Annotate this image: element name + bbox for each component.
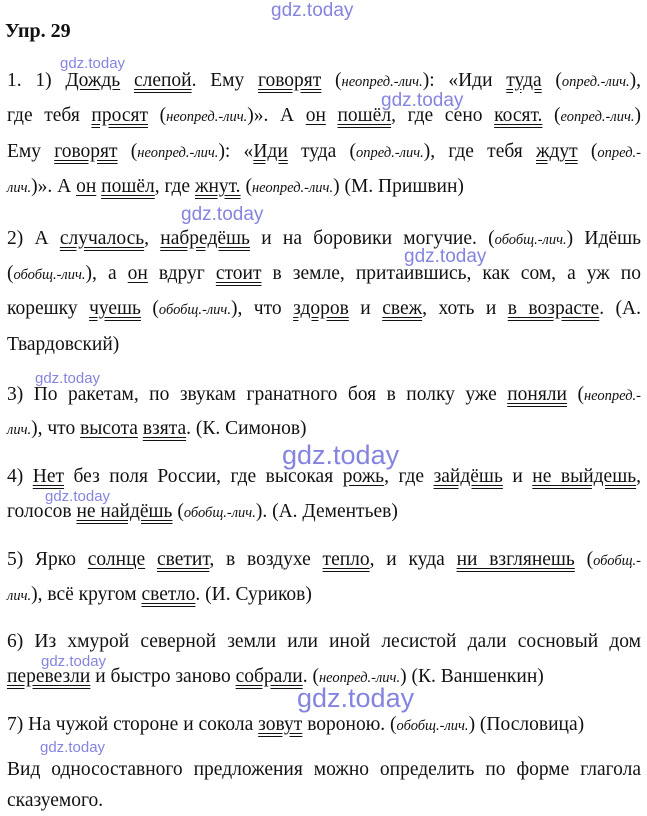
predicate-word: светло xyxy=(141,584,196,605)
subject-word: высота xyxy=(80,418,138,439)
text-fragment: , xyxy=(636,466,641,487)
watermark: gdz.today xyxy=(404,246,487,267)
text-fragment: ( xyxy=(172,501,184,522)
subject-word: Дождь xyxy=(65,70,121,91)
watermark: gdz.today xyxy=(40,739,106,756)
sentence-type-note: опред.-лич. xyxy=(356,145,424,161)
text-fragment: вороною. ( xyxy=(302,714,397,735)
text-fragment: ), всё кругом xyxy=(31,584,142,605)
text-fragment: ( xyxy=(542,105,561,126)
predicate-word: просят xyxy=(91,105,148,126)
predicate-word: набредёшь xyxy=(160,228,250,249)
text-line xyxy=(7,462,641,492)
text-fragment: ), а xyxy=(85,263,128,284)
text-fragment: корешку xyxy=(7,298,90,319)
text-fragment: и xyxy=(502,466,533,487)
text-fragment: . (К. Симонов) xyxy=(186,418,307,439)
subject-word: он xyxy=(305,105,326,126)
text-line xyxy=(7,580,641,611)
text-fragment: ( xyxy=(566,384,584,405)
text-fragment: ( xyxy=(541,70,562,91)
text-fragment: , где xyxy=(384,466,434,487)
text-fragment: 3) По ракетам, по звукам гранатного боя в полку уже xyxy=(7,384,508,405)
text-fragment: ), что xyxy=(31,418,81,439)
watermark: gdz.today xyxy=(297,683,415,713)
text-fragment: . ( xyxy=(302,666,319,687)
text-fragment: 1. 1) xyxy=(7,70,66,91)
predicate-word: в возрасте xyxy=(507,298,600,319)
text-fragment: и быстро заново xyxy=(90,666,236,687)
predicate-word: стоит xyxy=(215,263,262,284)
sentence-type-note: обобщ.-лич. xyxy=(183,505,256,521)
text-fragment: ): «Иди xyxy=(422,70,507,91)
text-fragment: туда ( xyxy=(287,141,357,162)
text-fragment: , xyxy=(144,228,161,249)
text-fragment: и xyxy=(348,298,383,319)
text-fragment: , хоть и xyxy=(422,298,508,319)
text-line xyxy=(7,137,641,168)
watermark: gdz.today xyxy=(60,55,126,72)
text-line xyxy=(7,414,641,445)
text-fragment: 2) А xyxy=(7,228,60,249)
text-fragment: ), что xyxy=(230,298,294,319)
text-fragment: ) (К. Ваншенкин) xyxy=(400,666,544,687)
text-line xyxy=(7,259,641,290)
watermark: gdz.today xyxy=(381,90,464,111)
sentence-type-note: лич. xyxy=(7,588,32,604)
sentence-type-note: неопред.-лич. xyxy=(137,145,219,161)
text-fragment: ) xyxy=(634,105,641,126)
text-line xyxy=(7,710,641,741)
text-fragment: сказуемого. xyxy=(7,790,104,811)
text-fragment: Твардовский) xyxy=(7,334,120,355)
text-fragment: ( xyxy=(240,176,252,197)
text-line xyxy=(7,662,641,693)
text-fragment xyxy=(145,549,157,570)
text-fragment: . (А. xyxy=(599,298,641,319)
text-fragment: ( xyxy=(577,141,598,162)
text-fragment: )». А xyxy=(31,176,77,197)
text-line xyxy=(7,294,641,325)
text-fragment: )». А xyxy=(247,105,306,126)
predicate-word: не найдёшь xyxy=(76,501,173,522)
text-line xyxy=(7,380,641,411)
text-line xyxy=(7,545,641,576)
text-line xyxy=(7,627,641,657)
subject-word: солнце xyxy=(87,549,146,570)
sentence-type-note: еопред.-лич. xyxy=(560,109,635,125)
predicate-word: свеж xyxy=(382,298,423,319)
text-fragment: ( xyxy=(7,263,14,284)
predicate-word: чуешь xyxy=(89,298,141,319)
predicate-word: случалось xyxy=(59,228,145,249)
predicate-word: собрали xyxy=(235,666,303,687)
text-fragment: , где xyxy=(154,176,195,197)
text-fragment xyxy=(120,70,134,91)
text-fragment: 5) Ярко xyxy=(7,549,88,570)
subject-word: он xyxy=(127,263,148,284)
text-fragment: голосов xyxy=(7,501,77,522)
sentence-type-note: обобщ.- xyxy=(593,553,642,569)
text-line xyxy=(7,66,641,97)
text-fragment: без поля России, где высокая xyxy=(64,466,343,487)
text-line xyxy=(7,755,641,785)
predicate-word: пошёл xyxy=(101,176,155,197)
predicate-word: косят. xyxy=(494,105,543,126)
watermark: gdz.today xyxy=(181,204,264,225)
watermark: gdz.today xyxy=(45,488,111,505)
text-line xyxy=(7,101,641,132)
predicate-word: зайдёшь xyxy=(433,466,503,487)
sentence-type-note: опред.- xyxy=(597,145,641,161)
predicate-word: Нет xyxy=(32,466,65,487)
text-fragment: ): « xyxy=(218,141,254,162)
text-fragment: ( xyxy=(574,549,594,570)
text-fragment: 7) На чужой стороне и сокола xyxy=(7,714,259,735)
predicate-word: взята xyxy=(142,418,187,439)
text-fragment: в земле, притаившись, как сом, а уж по xyxy=(261,263,641,284)
text-fragment: ( xyxy=(140,298,159,319)
predicate-word: тепло xyxy=(322,549,370,570)
predicate-word: светит xyxy=(156,549,210,570)
text-line xyxy=(7,330,641,360)
predicate-word: ни взглянешь xyxy=(456,549,575,570)
sentence-type-note: лич. xyxy=(7,422,32,438)
sentence-type-note: лич. xyxy=(7,180,32,196)
text-fragment: 4) xyxy=(7,466,33,487)
predicate-word: туда xyxy=(506,70,542,91)
sentence-type-note: обобщ.-лич. xyxy=(158,302,231,318)
text-fragment: Ему xyxy=(7,141,55,162)
sentence-type-note: неопред.-лич. xyxy=(166,109,248,125)
predicate-word: говорят xyxy=(257,70,322,91)
text-fragment: и на боровики могучие. ( xyxy=(249,228,495,249)
text-fragment: ), где тебя xyxy=(423,141,536,162)
text-fragment: , где сено xyxy=(391,105,495,126)
predicate-word: зовут xyxy=(258,714,303,735)
predicate-word: не выйдешь xyxy=(532,466,637,487)
predicate-word: Иди xyxy=(253,141,288,162)
text-fragment: ), xyxy=(629,70,641,91)
text-fragment: ) (М. Пришвин) xyxy=(333,176,464,197)
watermark: gdz.today xyxy=(271,0,354,21)
subject-word: рожь xyxy=(342,466,385,487)
text-fragment: ). (А. Дементьев) xyxy=(255,501,398,522)
text-fragment: ( xyxy=(321,70,342,91)
predicate-word: пошёл xyxy=(337,105,392,126)
watermark: gdz.today xyxy=(282,440,400,470)
text-fragment: Вид односоставного предложения можно определить по форме глагола xyxy=(7,759,641,780)
text-fragment: . Ему xyxy=(191,70,258,91)
predicate-word: ждут xyxy=(535,141,578,162)
sentence-type-note: обобщ.-лич. xyxy=(13,267,86,283)
exercise-title: Упр. 29 xyxy=(5,20,71,42)
watermark: gdz.today xyxy=(35,370,101,387)
sentence-type-note: обобщ.-лич. xyxy=(494,232,567,248)
sentence-type-note: неопред.-лич. xyxy=(251,180,334,196)
text-fragment: . (И. Суриков) xyxy=(195,584,312,605)
text-fragment: ( xyxy=(147,105,167,126)
sentence-type-note: опред.-лич. xyxy=(561,74,630,90)
text-fragment: 6) Из хмурой северной земли или иной лесистой дали сосновый дом xyxy=(7,631,641,652)
sentence-type-note: неопред.-лич. xyxy=(341,74,423,90)
sentence-type-note: неопред.- xyxy=(583,388,641,404)
predicate-word: здоров xyxy=(293,298,349,319)
predicate-word: перевезли xyxy=(7,666,91,687)
text-line xyxy=(7,786,641,816)
predicate-word: поняли xyxy=(507,384,567,405)
watermark: gdz.today xyxy=(41,653,107,670)
sentence-type-note: обобщ.-лич. xyxy=(396,718,469,734)
text-fragment: , в воздухе xyxy=(209,549,323,570)
text-fragment: вдруг xyxy=(147,263,216,284)
text-line xyxy=(7,497,641,528)
text-fragment: где тебя xyxy=(7,105,92,126)
predicate-word: жнут. xyxy=(194,176,241,197)
sentence-type-note: неопред.-лич. xyxy=(318,670,401,686)
predicate-word: слепой xyxy=(133,70,192,91)
text-line xyxy=(7,172,641,203)
predicate-word: говорят xyxy=(54,141,118,162)
text-fragment: ( xyxy=(117,141,138,162)
text-fragment: ) (Пословица) xyxy=(468,714,585,735)
text-fragment: ) Идёшь xyxy=(566,228,641,249)
subject-word: он xyxy=(76,176,97,197)
text-fragment xyxy=(326,105,338,126)
text-fragment: , и куда xyxy=(369,549,457,570)
text-line xyxy=(7,224,641,255)
